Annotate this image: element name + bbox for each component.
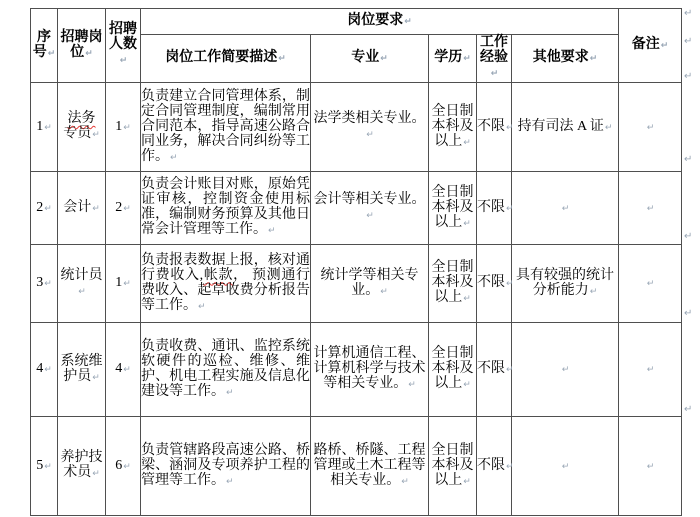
cell-headcount xyxy=(106,172,141,245)
cell-education xyxy=(429,83,477,172)
position-name-line: 专员↵ xyxy=(63,126,100,141)
pilcrow-mark: ↵ xyxy=(44,203,52,214)
cell-major xyxy=(311,323,429,417)
pilcrow-mark: ↵ xyxy=(44,122,52,133)
experience-text: 不限 xyxy=(477,199,505,215)
row-end-pilcrow-mark: ↵ xyxy=(684,154,693,165)
pilcrow-mark: ↵ xyxy=(463,54,471,64)
job-description-text: ， 预测通行费收入、起草收费分析报告等工作。 xyxy=(141,267,311,313)
header-position-label: 招聘岗位 xyxy=(60,29,103,60)
pilcrow-mark: ↵ xyxy=(380,286,388,297)
cell-position xyxy=(58,172,106,245)
cell-experience xyxy=(477,172,512,245)
pilcrow-mark: ↵ xyxy=(589,286,598,297)
position-name-line: 术员↵ xyxy=(63,465,100,480)
cell-position xyxy=(58,245,106,323)
pilcrow-mark: ↵ xyxy=(123,122,131,133)
header-job-description xyxy=(141,35,311,83)
cell-remarks xyxy=(619,172,682,245)
cell-major xyxy=(311,417,429,516)
job-description-misspelled: 帐款 xyxy=(203,267,234,283)
header-major-label: 专业 xyxy=(351,50,380,65)
row-end-pilcrow-mark: ↵ xyxy=(684,71,693,82)
pilcrow-mark: ↵ xyxy=(78,286,86,297)
seq-value: 3 xyxy=(36,275,44,290)
cell-remarks xyxy=(619,245,682,323)
pilcrow-mark: ↵ xyxy=(463,380,471,390)
pilcrow-mark: ↵ xyxy=(408,380,416,390)
pilcrow-mark: ↵ xyxy=(404,17,412,27)
experience-text: 不限 xyxy=(477,118,505,134)
headcount-value: 1 xyxy=(115,118,123,134)
cell-major xyxy=(311,245,429,323)
table-row xyxy=(31,417,682,516)
row-end-pilcrow-mark: ↵ xyxy=(684,231,693,242)
position-name-line: 系统维 xyxy=(60,353,103,369)
cell-position xyxy=(58,83,106,172)
other-requirements-text: 持有司法 A 证 xyxy=(517,118,604,134)
table-row xyxy=(31,83,682,172)
cell-education xyxy=(429,417,477,516)
pilcrow-mark: ↵ xyxy=(198,301,206,312)
cell-job-description xyxy=(141,245,311,323)
pilcrow-mark: ↵ xyxy=(506,461,514,472)
pilcrow-mark: ↵ xyxy=(506,365,514,375)
cell-job-description xyxy=(141,83,311,172)
cell-position xyxy=(58,417,106,516)
cell-remarks xyxy=(619,83,682,172)
pilcrow-mark: ↵ xyxy=(226,476,234,487)
job-description-text: 负责会计账目对账，原始凭证审核，控制资金使用标准，编制财务预算及其他日常会计管理等工作。 xyxy=(141,177,310,237)
cell-experience xyxy=(477,83,512,172)
pilcrow-mark: ↵ xyxy=(226,387,234,398)
headcount-value: 2 xyxy=(115,199,123,215)
position-name-line: 护员↵ xyxy=(63,368,100,384)
pilcrow-mark: ↵ xyxy=(506,203,514,214)
cell-headcount xyxy=(106,245,141,323)
position-name-line: 法务 xyxy=(67,111,96,126)
seq-value: 5 xyxy=(36,457,44,473)
pilcrow-mark: ↵ xyxy=(463,218,471,229)
pilcrow-mark: ↵ xyxy=(646,365,655,375)
position-name-line: 统计员↵ xyxy=(60,267,103,297)
cell-other-requirements xyxy=(512,417,619,516)
seq-value: 1 xyxy=(36,118,44,134)
education-text: 全日制本科及以上 xyxy=(431,442,474,488)
header-remarks-label: 备注 xyxy=(631,37,660,52)
pilcrow-mark: ↵ xyxy=(589,54,598,64)
education-text: 全日制本科及以上 xyxy=(431,346,474,391)
pilcrow-mark: ↵ xyxy=(463,294,471,304)
cell-major xyxy=(311,172,429,245)
pilcrow-mark: ↵ xyxy=(123,365,131,375)
headcount-value: 1 xyxy=(115,275,123,290)
pilcrow-mark: ↵ xyxy=(123,461,131,472)
major-text: 会计等相关专业。 xyxy=(313,192,426,207)
pilcrow-mark: ↵ xyxy=(561,461,570,472)
pilcrow-mark: ↵ xyxy=(92,372,100,383)
table-row xyxy=(31,323,682,417)
headcount-value: 6 xyxy=(115,457,123,473)
pilcrow-mark: ↵ xyxy=(44,461,52,472)
recruitment-table xyxy=(30,8,682,516)
cell-other-requirements xyxy=(512,172,619,245)
pilcrow-mark: ↵ xyxy=(85,48,93,59)
table-row xyxy=(31,245,682,323)
experience-text: 不限 xyxy=(477,361,505,376)
pilcrow-mark: ↵ xyxy=(123,279,131,289)
job-description-text: 负责管辖路段高速公路、桥梁、涵洞及专项养护工程的管理等工作。 xyxy=(141,442,310,488)
row-end-pilcrow-mark: ↵ xyxy=(684,36,693,47)
major-text: 统计学等相关专业。 xyxy=(320,267,419,298)
cell-seq xyxy=(31,83,58,172)
cell-remarks xyxy=(619,417,682,516)
position-name-line: 会计↵ xyxy=(63,199,100,215)
pilcrow-mark: ↵ xyxy=(646,279,655,289)
cell-seq xyxy=(31,417,58,516)
header-headcount xyxy=(106,9,141,83)
pilcrow-mark: ↵ xyxy=(463,476,471,487)
pilcrow-mark: ↵ xyxy=(646,203,655,214)
cell-other-requirements xyxy=(512,83,619,172)
pilcrow-mark: ↵ xyxy=(123,203,131,214)
major-text: 计算机通信工程、计算机科学与技术等相关专业。 xyxy=(313,346,426,391)
pilcrow-mark: ↵ xyxy=(278,54,286,64)
header-row-1 xyxy=(31,9,682,35)
pilcrow-mark: ↵ xyxy=(92,130,100,140)
cell-headcount xyxy=(106,323,141,417)
job-description-text: 负责报表数据上报，核对通行费收入, xyxy=(141,252,310,283)
row-end-pilcrow-mark: ↵ xyxy=(684,8,693,19)
major-text: 路桥、桥隧、工程管理或土木工程等相关专业。 xyxy=(313,442,426,488)
pilcrow-mark: ↵ xyxy=(119,56,128,66)
pilcrow-mark: ↵ xyxy=(380,54,388,64)
header-education-label: 学历 xyxy=(434,50,463,65)
cell-headcount xyxy=(106,83,141,172)
pilcrow-mark: ↵ xyxy=(660,41,669,51)
pilcrow-mark: ↵ xyxy=(44,279,52,289)
cell-job-description xyxy=(141,172,311,245)
pilcrow-mark: ↵ xyxy=(268,226,276,236)
cell-job-description xyxy=(141,323,311,417)
cell-remarks xyxy=(619,323,682,417)
job-description-text: 负责收费、通讯、监控系统软硬件的巡检、维修、维护、机电工程实施及信息化建设等工作。 xyxy=(141,338,310,399)
header-major xyxy=(311,35,429,83)
header-remarks xyxy=(619,9,682,83)
pilcrow-mark: ↵ xyxy=(506,279,514,289)
pilcrow-mark: ↵ xyxy=(92,203,100,214)
header-requirements-group xyxy=(141,9,619,35)
cell-education xyxy=(429,323,477,417)
header-seq xyxy=(31,9,58,83)
pilcrow-mark: ↵ xyxy=(646,461,655,472)
pilcrow-mark: ↵ xyxy=(366,211,374,221)
pilcrow-mark: ↵ xyxy=(506,122,514,133)
pilcrow-mark: ↵ xyxy=(490,69,499,79)
cell-job-description xyxy=(141,417,311,516)
row-end-pilcrow-mark: ↵ xyxy=(684,404,693,415)
pilcrow-mark: ↵ xyxy=(44,365,52,375)
header-seq-label: 序号 xyxy=(32,29,51,60)
major-text: 法学类相关专业。 xyxy=(313,111,426,126)
experience-text: 不限 xyxy=(477,457,505,473)
cell-experience xyxy=(477,245,512,323)
pilcrow-mark: ↵ xyxy=(47,48,56,59)
cell-major xyxy=(311,83,429,172)
pilcrow-mark: ↵ xyxy=(401,476,409,487)
pilcrow-mark: ↵ xyxy=(561,365,570,375)
pilcrow-mark: ↵ xyxy=(463,137,471,148)
headcount-value: 4 xyxy=(115,361,123,376)
cell-seq xyxy=(31,172,58,245)
education-text: 全日制本科及以上 xyxy=(431,103,474,149)
header-experience-label: 工作经验 xyxy=(480,35,508,65)
seq-value: 4 xyxy=(36,361,44,376)
job-description-text: 负责建立合同管理体系，制定合同管理制度，编制常用合同范本，指导高速公路合同业务，解决合同纠纷等工作。 xyxy=(141,88,310,164)
row-end-pilcrow-mark: ↵ xyxy=(684,308,693,319)
header-position xyxy=(58,9,106,83)
cell-other-requirements xyxy=(512,245,619,323)
pilcrow-mark: ↵ xyxy=(366,130,374,140)
header-headcount-label: 招聘人数 xyxy=(109,22,137,52)
education-text: 全日制本科及以上 xyxy=(431,184,474,230)
cell-education xyxy=(429,172,477,245)
header-other-requirements-label: 其他要求 xyxy=(532,50,589,65)
cell-other-requirements xyxy=(512,323,619,417)
cell-headcount xyxy=(106,417,141,516)
experience-text: 不限 xyxy=(477,275,505,290)
position-name-line: 养护技 xyxy=(60,450,103,465)
cell-education xyxy=(429,245,477,323)
header-requirements-label: 岗位要求 xyxy=(347,13,404,28)
seq-value: 2 xyxy=(36,199,44,215)
table-row xyxy=(31,172,682,245)
cell-experience xyxy=(477,323,512,417)
pilcrow-mark: ↵ xyxy=(646,122,655,133)
education-text: 全日制本科及以上 xyxy=(431,260,474,305)
pilcrow-mark: ↵ xyxy=(561,203,570,214)
pilcrow-mark: ↵ xyxy=(92,469,100,479)
header-education xyxy=(429,35,477,83)
cell-experience xyxy=(477,417,512,516)
other-requirements-text: 具有较强的统计分析能力 xyxy=(516,267,614,298)
pilcrow-mark: ↵ xyxy=(170,152,178,163)
cell-seq xyxy=(31,323,58,417)
header-experience xyxy=(477,35,512,83)
cell-seq xyxy=(31,245,58,323)
pilcrow-mark: ↵ xyxy=(604,122,613,133)
header-other-requirements xyxy=(512,35,619,83)
header-job-description-label: 岗位工作简要描述 xyxy=(165,50,278,65)
cell-position xyxy=(58,323,106,417)
